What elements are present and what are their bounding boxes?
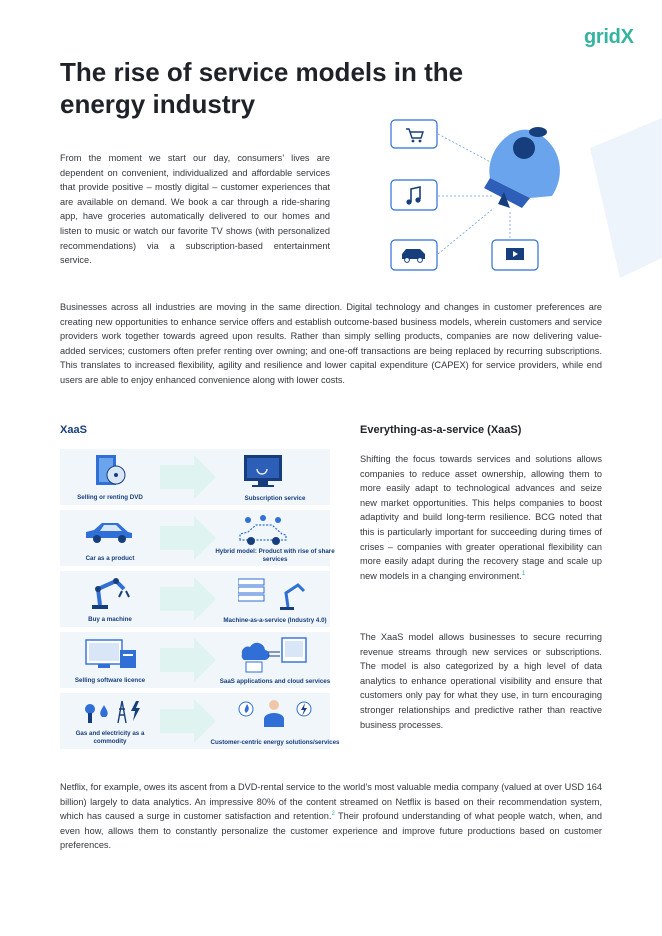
netflix-paragraph <box>60 780 602 853</box>
netflix-paragraph-text: Netflix, for example, owes its ascent from a DVD-rental service to the world’s most valuable media company (valued at over USD 164 billion) largely to data analytics. An impressive 80% of the content streamed on Netflix is based on their recommendation system, which has caused a surge in customer satisfaction and retention. <box>60 782 602 822</box>
diagram-left-label: Selling or renting DVD <box>77 493 143 501</box>
diagram-right-label: Machine-as-a-service (Industry 4.0) <box>223 616 327 624</box>
software-licence-icon <box>84 636 140 674</box>
energy-solutions-icon <box>238 697 318 731</box>
xaas-heading: XaaS <box>60 424 87 436</box>
gridx-logo: gridX <box>584 26 634 48</box>
xaas-paragraph-2: The XaaS model allows businesses to secure recurring revenue streams through new services or subscriptions. The model is also categorized by a high level of data analytics to enhance operational visibility and ensure that customers only pay for what they use, in turn encouraging stronger relationships and predictive rather than reactive business processes. <box>360 632 602 730</box>
diagram-left-label: Gas and electricity as a commodity <box>75 730 145 745</box>
diagram-left-label: Car as a product <box>85 554 135 562</box>
car-icon <box>84 514 134 552</box>
shared-car-icon <box>238 514 288 552</box>
gas-electricity-icon <box>84 697 144 727</box>
everything-as-a-service-heading: Everything-as-a-service (XaaS) <box>360 424 522 436</box>
diagram-left-label: Buy a machine <box>88 615 132 623</box>
business-paragraph: Businesses across all industries are moving in the same direction. Digital technology and changes in customer preferences are creating new opportunities to enhance service offers and establish outcome-based business models, wherein customers and service providers work together towards agreed upon results. Rather than simply selling products, companies are now delivering value-added services; customers often prefer renting over owning; and one-off transactions are being replaced by recurring subscriptions. This translates to increased flexibility, agility and resilience and lower capital expenditure (CAPEX) for service providers, while end users are able to enjoy enhanced convenience along with lower costs. <box>60 302 602 385</box>
person-illustration <box>484 127 560 208</box>
tv-play-icon <box>492 240 538 270</box>
diagram-left-label: Selling software licence <box>74 676 146 684</box>
diagram-row-machine <box>60 571 330 627</box>
xaas-paragraph-1 <box>360 452 602 583</box>
car-icon <box>391 240 437 270</box>
footnote-ref-1[interactable]: 1 <box>521 570 526 577</box>
diagram-row-software <box>60 632 330 688</box>
hero-illustration <box>380 108 662 278</box>
diagram-right-label: Subscription service <box>244 494 306 502</box>
diagram-row-dvd <box>60 449 330 505</box>
music-icon <box>391 180 437 210</box>
arrow-icon <box>160 638 216 682</box>
robot-arm-icon <box>84 575 134 613</box>
cloud-apps-icon <box>238 636 308 674</box>
dvd-icon <box>84 453 134 491</box>
xaas-diagram <box>60 449 340 754</box>
diagram-row-energy <box>60 693 340 749</box>
arrow-icon <box>160 699 216 743</box>
cart-icon <box>391 120 437 148</box>
diagram-right-label: Hybrid model: Product with rise of share services <box>215 548 335 563</box>
footnote-ref-2[interactable]: 2 <box>331 811 335 818</box>
diagram-row-car <box>60 510 335 566</box>
subscription-monitor-icon <box>238 453 288 491</box>
intro-paragraph: From the moment we start our day, consumers’ lives are dependent on convenient, individualized and affordable services that provide positive – mostly digital – customer experiences that are available on demand. We book a car through a ride-sharing app, have groceries automatically delivered to our homes and listen to music or watch our favorite TV shows (with personalized recommendations) via a subscription-based entertainment service. <box>60 153 330 266</box>
server-robot-icon <box>238 575 308 613</box>
arrow-icon <box>160 455 216 499</box>
arrow-icon <box>160 577 216 621</box>
diagram-right-label: SaaS applications and cloud services <box>219 677 331 685</box>
page-title: The rise of service models in the energy industry <box>60 57 464 119</box>
arrow-icon <box>160 516 216 560</box>
netflix-paragraph-tail: Their profound understanding of what people watch, when, and even how, allows them to constantly personalize the customer experience and improve future productions based on customer preferences. <box>60 811 602 851</box>
xaas-paragraph-1-text: Shifting the focus towards services and solutions allows companies to reduce asset ownership, allowing them to more easily adapt to technological advances and seize new market opportunities. This helps companies to boost adaptivity and build long-term resilience. BCG noted that this is particularly important for succeeding during times of crises – companies with greater operational flexibility can more easily adapt during the recovery stage and scale up new models in a changing environment. <box>360 454 602 581</box>
diagram-right-label: Customer-centric energy solutions/services <box>210 738 340 746</box>
